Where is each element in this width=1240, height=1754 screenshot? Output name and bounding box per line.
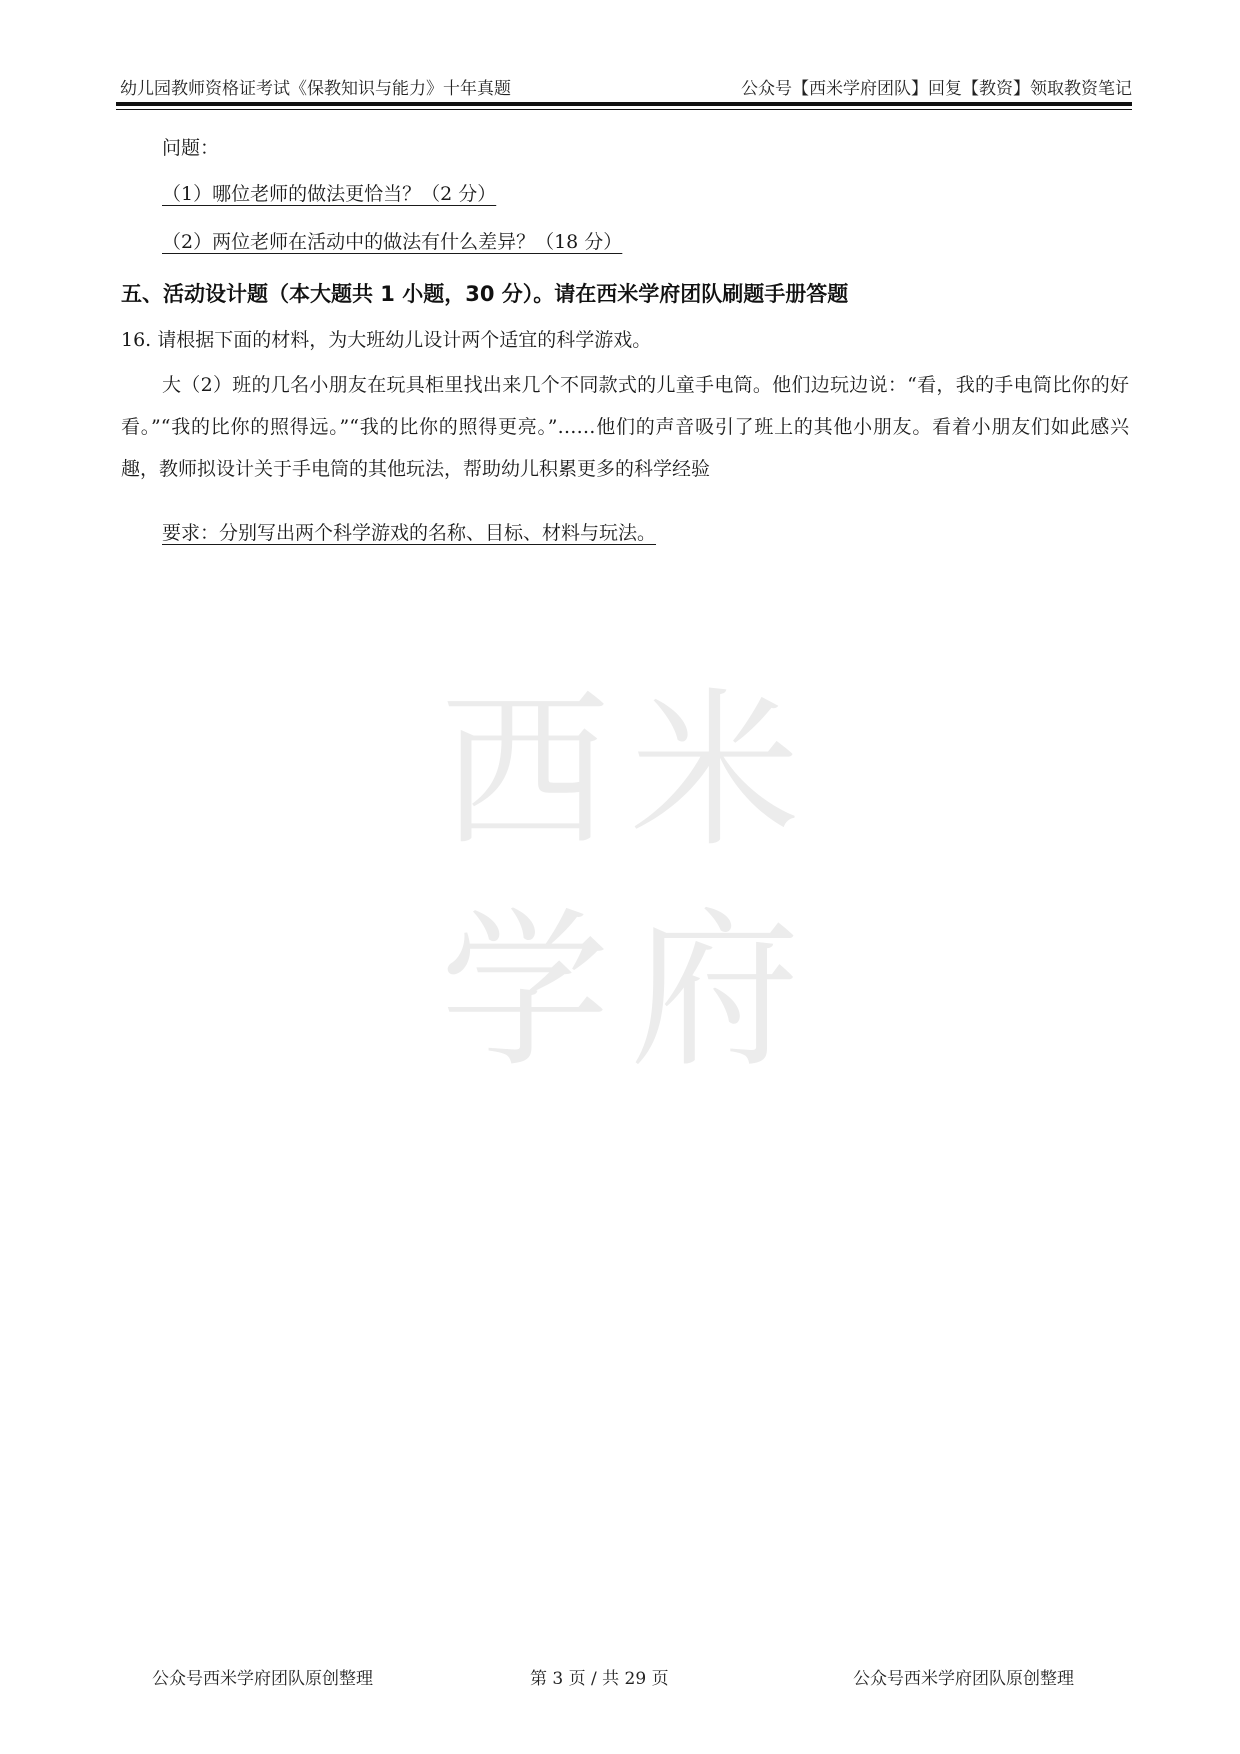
page-header bbox=[120, 70, 1132, 100]
requirement-text: 要求：分别写出两个科学游戏的名称、目标、材料与玩法。 bbox=[162, 522, 657, 544]
header-right-text: 公众号【西米学府团队】回复【教资】领取教资笔记 bbox=[741, 79, 1132, 99]
footer-left-text: 公众号西米学府团队原创整理 bbox=[152, 1669, 373, 1689]
question-16-stem: 16. 请根据下面的材料，为大班幼儿设计两个适宜的科学游戏。 bbox=[121, 329, 652, 351]
watermark-char-3: 学 bbox=[440, 893, 611, 1091]
question-2: （2）两位老师在活动中的做法有什么差异？（18 分） bbox=[162, 231, 623, 253]
header-divider-thin bbox=[116, 109, 1132, 110]
watermark-char-1: 西 bbox=[440, 673, 611, 871]
section-five-title: 五、活动设计题（本大题共 1 小题，30 分）。请在西米学府团队刷题手册答题 bbox=[121, 282, 849, 306]
footer-right-text: 公众号西米学府团队原创整理 bbox=[853, 1669, 1074, 1689]
header-left-text: 幼儿园教师资格证考试《保教知识与能力》十年真题 bbox=[120, 79, 511, 99]
watermark-char-4: 府 bbox=[630, 893, 801, 1091]
watermark-logo bbox=[440, 670, 820, 1110]
question-1: （1）哪位老师的做法更恰当？（2 分） bbox=[162, 183, 497, 205]
header-divider-thick bbox=[116, 102, 1132, 106]
questions-label: 问题： bbox=[162, 137, 220, 159]
material-paragraph: 大（2）班的几名小朋友在玩具柜里找出来几个不同款式的儿童手电筒。他们边玩边说：“看，我的手电筒比你的好看。”“我的比你的照得远。”“我的比你的照得更亮。”……他们的声音吸引了班上的其他小朋友。看着小朋友们如此感兴趣，教师拟设计关于手电筒的其他玩法，帮助幼儿积累更多的科学经验 bbox=[121, 374, 1129, 480]
page-number: 第 3 页 / 共 29 页 bbox=[530, 1669, 669, 1689]
watermark-char-2: 米 bbox=[630, 673, 801, 871]
